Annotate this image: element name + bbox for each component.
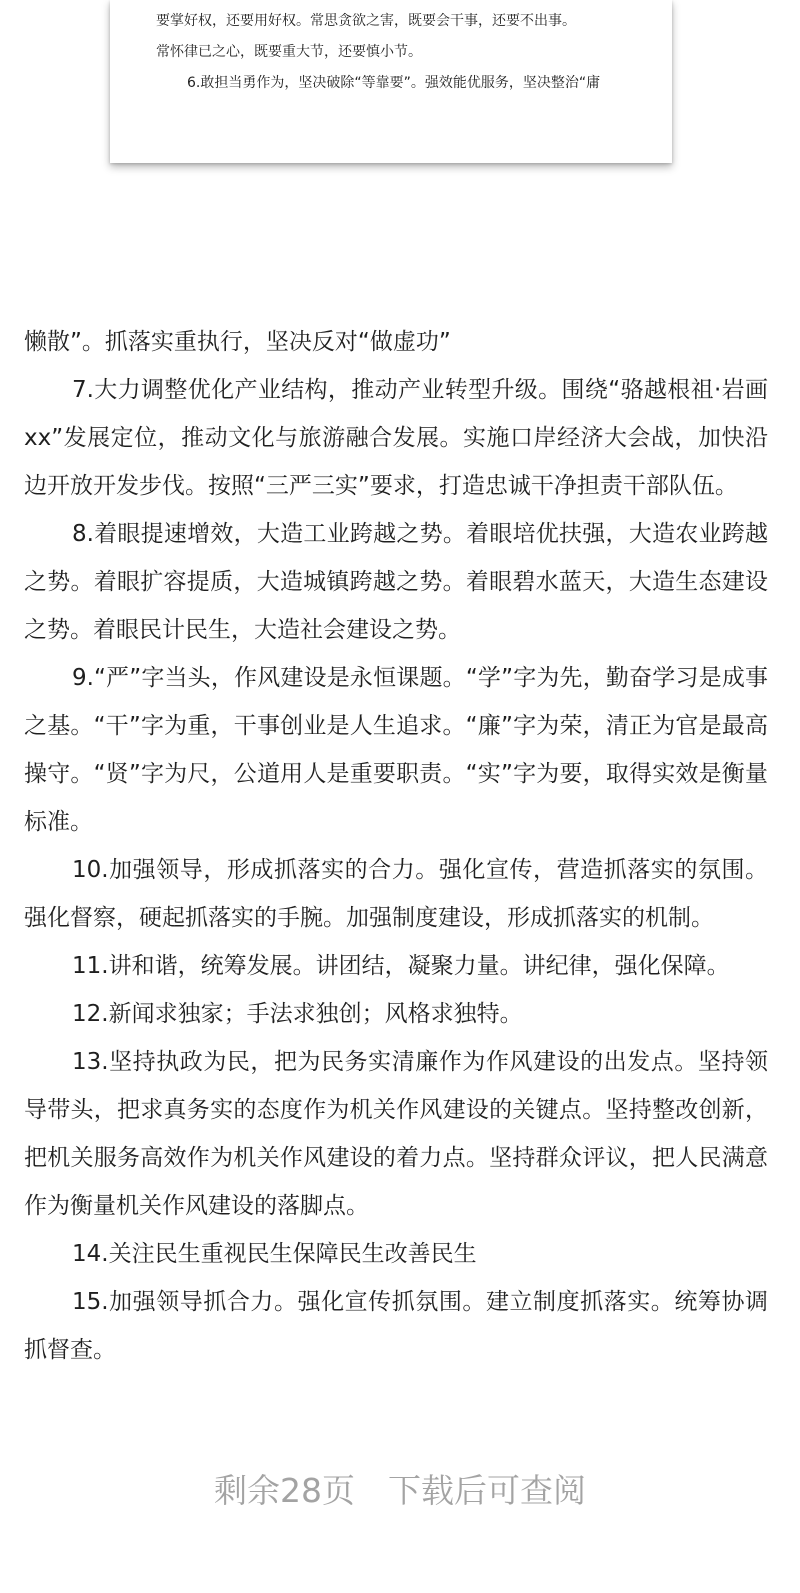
paragraph: 8.着眼提速增效，大造工业跨越之势。着眼培优扶强，大造农业跨越之势。着眼扩容提质，大造城镇跨越之势。着眼碧水蓝天，大造生态建设之势。着眼民计民生，大造社会建设之势。 <box>24 521 768 643</box>
paragraph: 10.加强领导，形成抓落实的合力。强化宣传，营造抓落实的氛围。强化督察，硬起抓落实的手腕。加强制度建设，形成抓落实的机制。 <box>24 857 768 931</box>
preview-line: 要掌好权，还要用好权。常思贪欲之害，既要会干事，还要不出事。 <box>156 13 576 29</box>
paragraph: 7.大力调整优化产业结构，推动产业转型升级。围绕“骆越根祖·岩画 xx”发展定位，推动文化与旅游融合发展。实施口岸经济大会战，加快沿边开放开发步伐。按照“三严三实”要求，打造忠诚干净担责干部队伍。 <box>24 377 768 499</box>
paragraph: 14.关注民生重视民生保障民生改善民生 <box>72 1241 477 1267</box>
preview-line: 常怀律已之心，既要重大节，还要慎小节。 <box>156 44 422 60</box>
paragraph: 15.加强领导抓合力。强化宣传抓氛围。建立制度抓落实。统筹协调抓督查。 <box>24 1289 768 1363</box>
document-body <box>24 318 768 1374</box>
preview-line: 6.敢担当勇作为，坚决破除“等靠要”。强效能优服务，坚决整治“庸 <box>187 75 601 91</box>
preview-page-card <box>110 0 672 163</box>
paragraph: 9.“严”字当头，作风建设是永恒课题。“学”字为先，勤奋学习是成事之基。“干”字为重，干事创业是人生追求。“廉”字为荣，清正为官是最高操守。“贤”字为尺，公道用人是重要职责。“实”字为要，取得实效是衡量标准。 <box>24 665 768 835</box>
paragraph: 11.讲和谐，统筹发展。讲团结，凝聚力量。讲纪律，强化保障。 <box>72 953 730 979</box>
paragraph: 13.坚持执政为民，把为民务实清廉作为作风建设的出发点。坚持领导带头，把求真务实的态度作为机关作风建设的关键点。坚持整改创新，把机关服务高效作为机关作风建设的着力点。坚持群众评议，把人民满意作为衡量机关作风建设的落脚点。 <box>24 1049 768 1219</box>
paragraph: 懒散”。抓落实重执行，坚决反对“做虚功” <box>24 329 451 355</box>
paragraph: 12.新闻求独家；手法求独创；风格求独特。 <box>72 1001 523 1027</box>
remaining-pages-notice[interactable]: 剩余28页 下载后可查阅 <box>214 1471 586 1510</box>
